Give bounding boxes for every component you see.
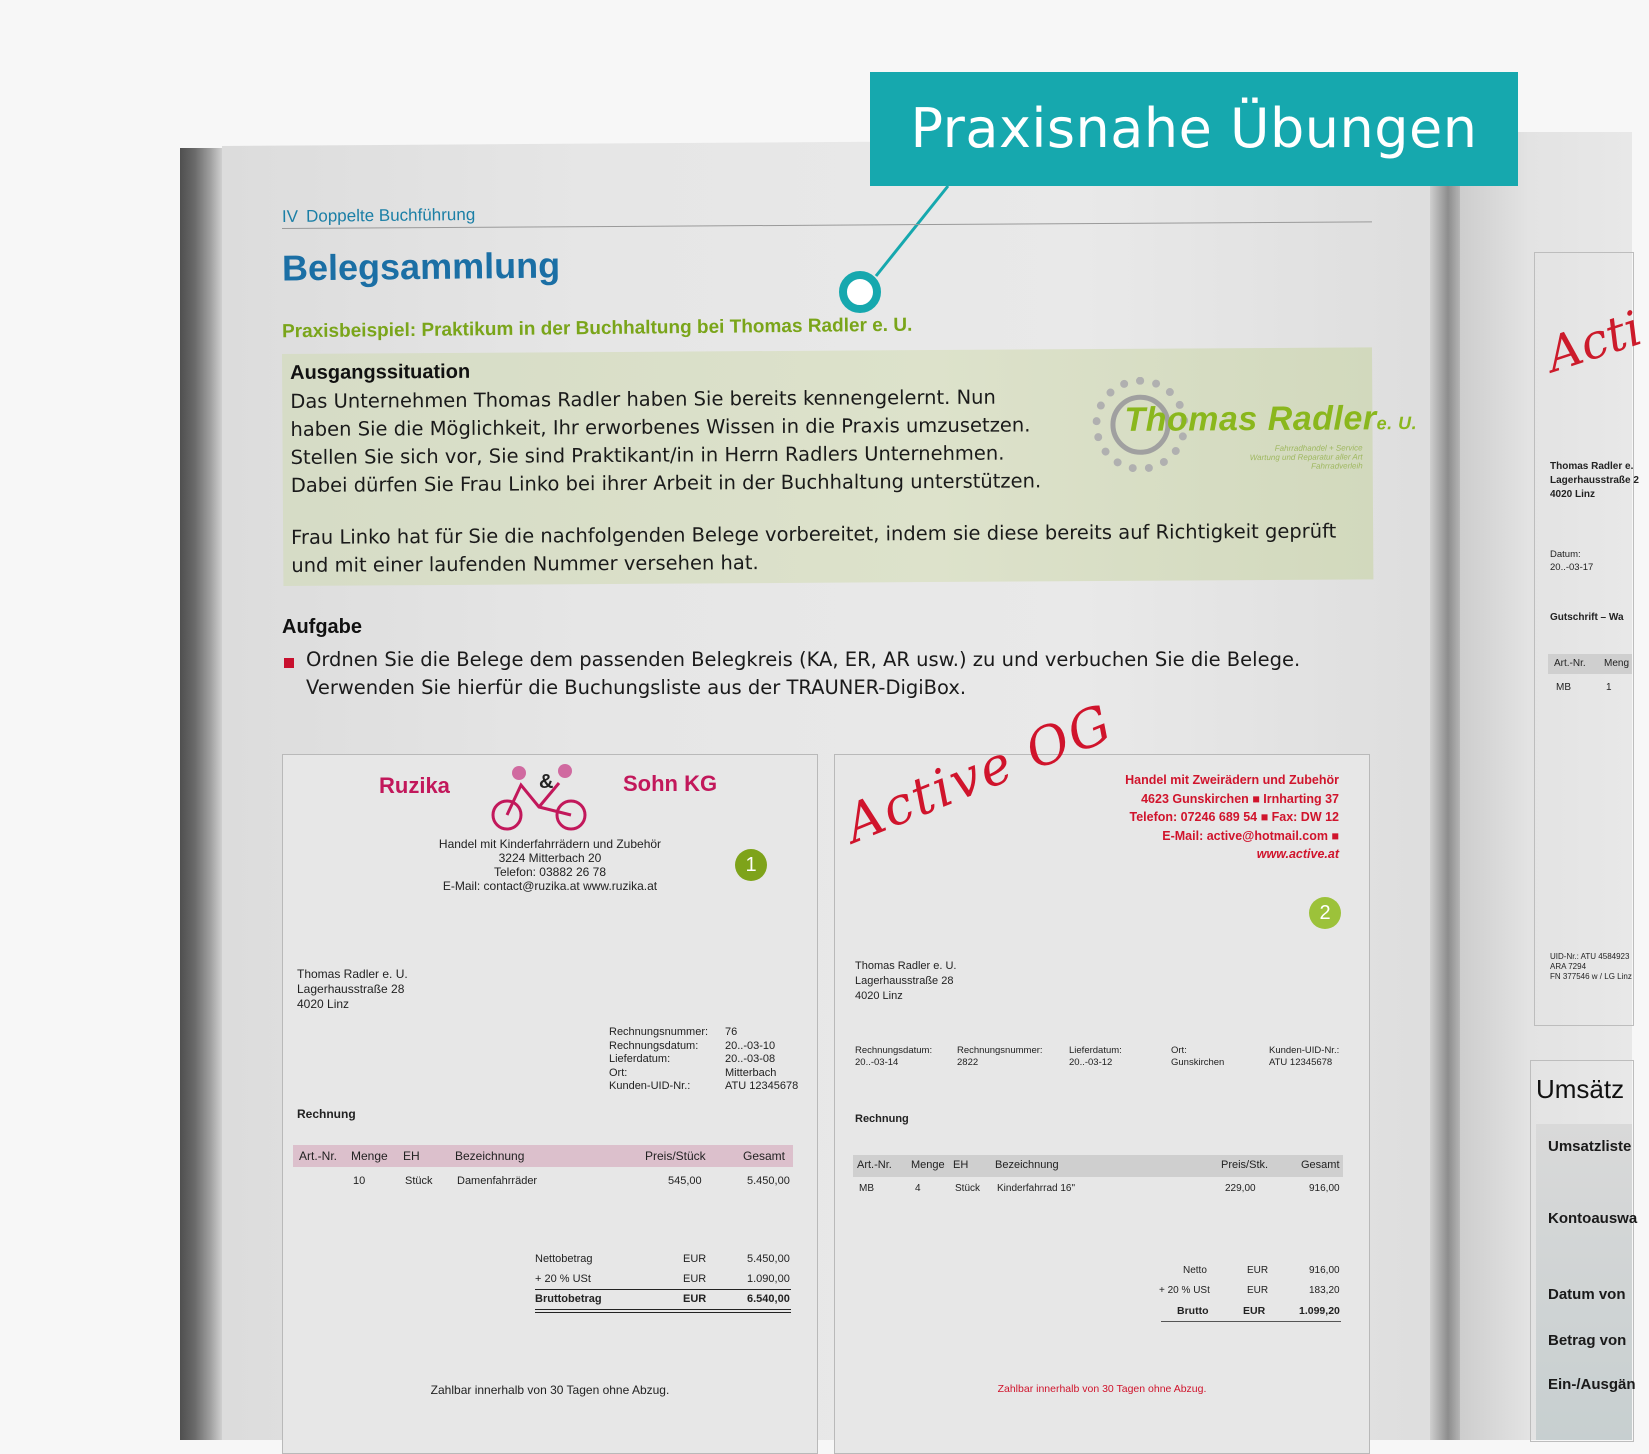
receipt2-recipient: Thomas Radler e. U. Lagerhausstraße 28 4020 Linz — [855, 960, 957, 1002]
receipt-ruzika — [282, 754, 818, 1454]
right-recipient: Thomas Radler e. Lagerhausstraße 2 4020 Linz — [1550, 461, 1639, 500]
bullet-icon — [284, 658, 294, 668]
receipt1-double-rule-1 — [535, 1309, 791, 1310]
situation-heading: Ausgangssituation — [290, 360, 471, 384]
right-row-qty: 1 — [1606, 682, 1612, 693]
receipt2-row-price: 229,00 — [1225, 1183, 1256, 1194]
receipt2-gross-cur: EUR — [1243, 1305, 1266, 1317]
receipt1-net-cur: EUR — [683, 1253, 707, 1265]
receipt1-row-total: 5.450,00 — [747, 1175, 790, 1187]
receipt1-gross-cur: EUR — [683, 1293, 707, 1305]
thomas-radler-logo — [1092, 375, 1418, 477]
receipt1-double-rule-2 — [535, 1312, 791, 1313]
receipt1-row-unit: Stück — [405, 1175, 433, 1187]
receipt1-recipient: Thomas Radler e. U. Lagerhausstraße 28 4020 Linz — [297, 967, 408, 1011]
receipt2-gross-value: 1.099,20 — [1299, 1305, 1340, 1317]
task-text: Ordnen Sie die Belege dem passenden Belegkreis (KA, ER, AR usw.) zu und verbuchen Sie die Belege. Verwenden Sie hierfür die Buchungsliste aus der TRAUNER-DigiBox. — [306, 648, 1301, 699]
receipt1-net-label: Nettobetrag — [535, 1253, 593, 1265]
receipt2-footer: Zahlbar innerhalb von 30 Tagen ohne Abzug. — [997, 1383, 1207, 1395]
receipt2-row-art: MB — [859, 1183, 874, 1194]
receipt1-table-header: Art.-Nr. Menge EH Bezeichnung Preis/Stück Gesamt — [293, 1145, 793, 1167]
receipt2-address: Handel mit Zweirädern und Zubehör 4623 Gunskirchen ■ Irnharting 37 Telefon: 07246 689 54 ■ Fax: DW 12 E-Mail: active@hotmail.com ■ www.active.at — [1125, 773, 1339, 861]
situation-paragraph-2: Frau Linko hat für Sie die nachfolgenden Belege vorbereitet, indem sie diese bereits auf Richtigkeit geprüft und mit einer laufenden Nummer versehen hat. — [291, 519, 1337, 577]
receipt2-meta-number: Rechnungsnummer: 2822 — [957, 1045, 1043, 1068]
umsatz-row-5: Ein-/Ausgän — [1548, 1376, 1636, 1393]
receipt2-meta-uid: Kunden-UID-Nr.: ATU 12345678 — [1269, 1045, 1340, 1068]
receipt1-row-price: 545,00 — [668, 1175, 702, 1187]
umsatz-row-3: Datum von — [1548, 1286, 1626, 1303]
receipt1-gross-label: Bruttobetrag — [535, 1293, 602, 1305]
situation-paragraph-1: Das Unternehmen Thomas Radler haben Sie bereits kennengelernt. Nun haben Sie die Möglichkeit, Ihr erworbenes Wissen in die Praxis umzusetzen. Stellen Sie sich vor, Sie sind Praktikant/in in Herrn Radlers Unternehmen. Dabei dürfen Sie Frau Linko bei ihrer Arbeit in der Buchhaltung unterstützen. — [290, 385, 1042, 497]
receipt2-vat-cur: EUR — [1247, 1285, 1269, 1296]
receipt2-net-cur: EUR — [1247, 1265, 1269, 1276]
receipt-active — [834, 693, 1370, 1454]
situation-box — [282, 347, 1418, 586]
right-footer: UID-Nr.: ATU 4584923 ARA 7294 FN 377546 w / LG Linz — [1550, 952, 1632, 981]
receipt2-net-value: 916,00 — [1309, 1265, 1340, 1276]
umsatz-title: Umsätz — [1536, 1074, 1625, 1104]
receipt1-company-right: Sohn KG — [623, 771, 718, 796]
receipt1-footer: Zahlbar innerhalb von 30 Tagen ohne Abzug. — [430, 1383, 670, 1397]
receipt1-doc-type: Rechnung — [297, 1107, 356, 1121]
receipt2-row-desc: Kinderfahrrad 16" — [997, 1183, 1076, 1194]
receipt2-net-label: Netto — [1183, 1265, 1207, 1276]
right-table-header: Art.-Nr. Meng — [1548, 654, 1632, 674]
receipt2-doc-type: Rechnung — [855, 1113, 909, 1125]
umsatz-row-2: Kontoauswa — [1548, 1210, 1638, 1227]
right-doc-type: Gutschrift – Wa — [1550, 612, 1624, 623]
umsatz-row-1: Umsatzliste — [1548, 1138, 1632, 1155]
receipt1-address: Handel mit Kinderfahrrädern und Zubehör 3224 Mitterbach 20 Telefon: 03882 26 78 E-Mail: contact@ruzika.at www.ruzika.at — [438, 837, 662, 893]
receipt2-meta-date: Rechnungsdatum: 20..-03-14 — [855, 1045, 933, 1068]
receipt2-meta-delivery: Lieferdatum: 20..-03-12 — [1069, 1045, 1122, 1068]
receipt2-meta-place: Ort: Gunskirchen — [1171, 1045, 1225, 1068]
page-title: Belegsammlung — [281, 244, 561, 289]
right-date: Datum: 20..-03-17 — [1550, 549, 1594, 573]
receipt1-meta-values: 76 20..-03-10 20..-03-08 Mitterbach ATU 12345678 — [725, 1026, 799, 1092]
active-og-logo: Active OG — [836, 693, 1122, 855]
receipt1-number-badge: 1 — [735, 849, 767, 881]
chapter-heading — [282, 205, 475, 227]
logo-tagline: Fahrradhandel + Service Wartung und Reparatur aller Art Fahrradverleih — [1249, 443, 1363, 471]
receipt2-gross-label: Brutto — [1177, 1305, 1209, 1317]
task-heading: Aufgabe — [282, 616, 362, 638]
bicycle-riders-icon — [479, 755, 599, 835]
callout-label: Praxisnahe Übungen — [910, 97, 1478, 160]
receipt1-total-rule — [535, 1289, 791, 1290]
receipt1-row-desc: Damenfahrräder — [457, 1175, 538, 1187]
receipt2-row-unit: Stück — [955, 1183, 981, 1194]
receipt1-company-left: Ruzika — [379, 773, 450, 798]
receipt1-meta-labels: Rechnungsnummer: Rechnungsdatum: Lieferdatum: Ort: Kunden-UID-Nr.: — [609, 1026, 709, 1092]
logo-text: Thomas Radlere. U. — [1124, 399, 1418, 439]
receipt1-vat-cur: EUR — [683, 1273, 707, 1285]
umsatz-row-4: Betrag von — [1548, 1332, 1627, 1349]
chapter-number: IV — [281, 206, 299, 227]
book-gutter — [1430, 150, 1460, 1440]
book-spine — [180, 148, 222, 1440]
right-active-logo: Acti — [1539, 300, 1649, 384]
receipt1-company-amp: & — [539, 771, 554, 793]
receipt2-table-header: Art.-Nr. Menge EH Bezeichnung Preis/Stk. Gesamt — [853, 1155, 1343, 1177]
receipt1-vat-label: + 20 % USt — [535, 1273, 591, 1285]
callout-banner — [870, 72, 1518, 186]
receipt1-vat-value: 1.090,00 — [747, 1273, 790, 1285]
receipt1-row-qty: 10 — [353, 1175, 366, 1187]
receipt2-row-qty: 4 — [915, 1183, 921, 1194]
receipt2-number-badge: 2 — [1309, 897, 1341, 929]
receipt2-row-total: 916,00 — [1309, 1183, 1340, 1194]
chapter-title: Doppelte Buchführung — [305, 204, 476, 226]
receipt2-total-rule — [1161, 1321, 1341, 1322]
receipt1-net-value: 5.450,00 — [747, 1253, 790, 1265]
page-subtitle: Praxisbeispiel: Praktikum in der Buchhaltung bei Thomas Radler e. U. — [281, 314, 913, 343]
receipt1-gross-value: 6.540,00 — [747, 1293, 790, 1305]
receipt2-vat-value: 183,20 — [1309, 1285, 1340, 1296]
right-row-art: MB — [1556, 682, 1571, 693]
receipt2-vat-label: + 20 % USt — [1159, 1285, 1210, 1296]
